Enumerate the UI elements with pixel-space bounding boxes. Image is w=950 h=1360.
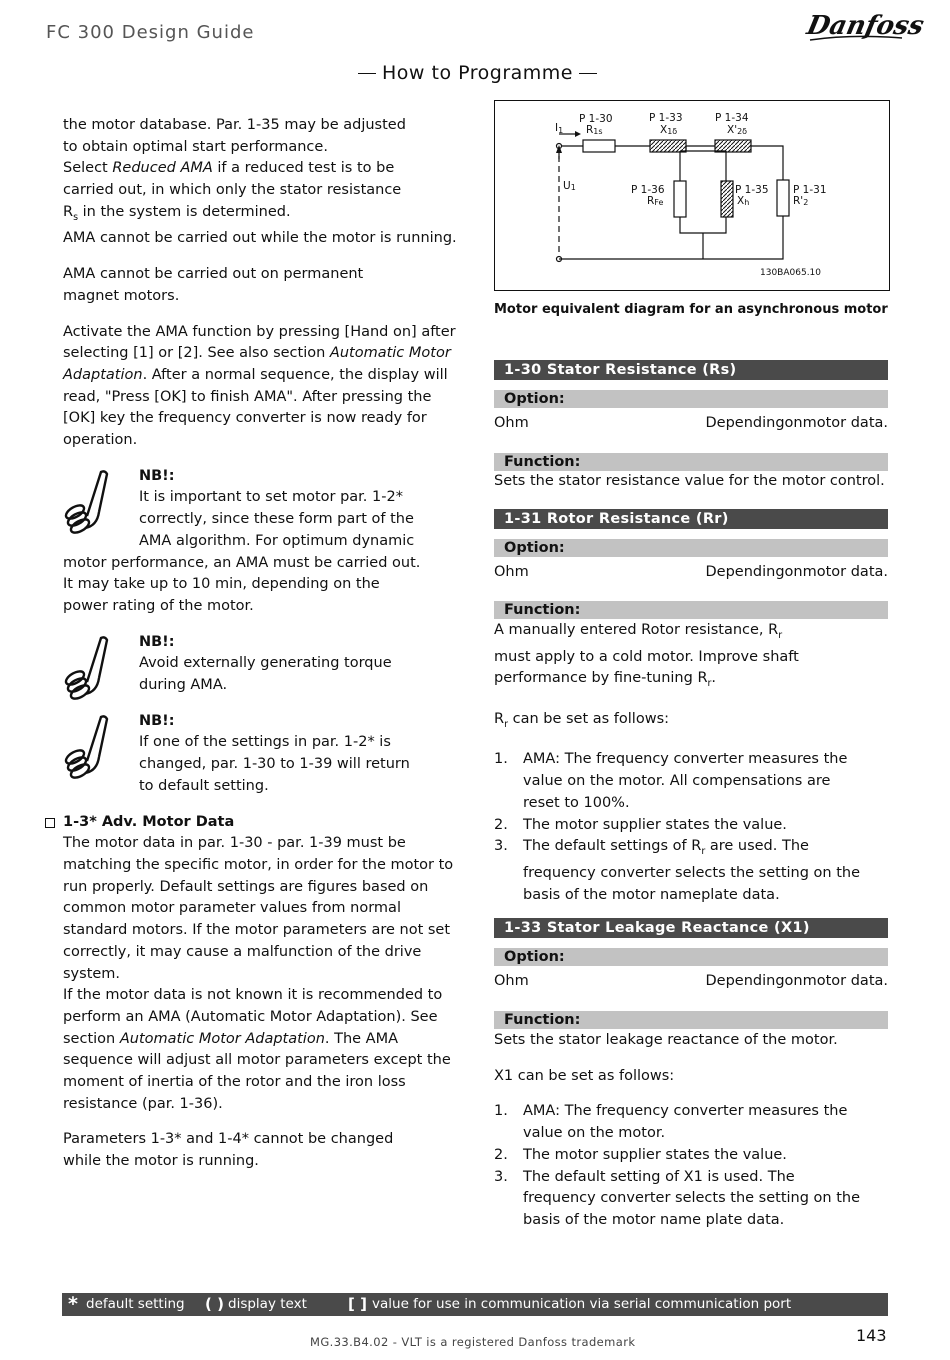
note-label: NB!: — [139, 467, 175, 484]
note-block-3 — [63, 711, 463, 798]
svg-text:RFe: RFe — [647, 195, 664, 207]
list-item: 3. The default settings of $R_r$ are used. The frequency converter selects the setting on the basis of the motor nameplate data. — [494, 838, 861, 903]
svg-text:P 1-35: P 1-35 — [735, 184, 769, 196]
svg-text:P 1-36: P 1-36 — [631, 184, 665, 196]
leakage-reactance-steps — [494, 1101, 864, 1231]
parameter-heading-1-30: 1-30 Stator Resistance (Rs) — [494, 360, 888, 380]
rotor-resistance-steps — [494, 749, 860, 906]
option-default: Dependingonmotor data. — [705, 415, 888, 431]
option-unit: Ohm — [494, 564, 529, 580]
paragraph-permanent-magnet: AMA cannot be carried out on permanent magnet motors. — [63, 266, 364, 304]
option-row — [494, 562, 888, 582]
title-dash-right — [579, 73, 597, 74]
paragraph-activate-ama: Activate the AMA function by pressing [Hand on] after selecting [1] or [2]. See also section Automatic Motor Adaptation. After a normal sequence, the display will read, "Press [OK] to finish AMA". After pressing the [OK] key the frequency converter is now ready for operation. — [63, 323, 456, 449]
section-heading-adv-motor-data: 1-3* Adv. Motor Data — [63, 812, 463, 834]
section-box-icon — [45, 818, 55, 828]
list-item: 2. The motor supplier states the value. — [494, 816, 787, 833]
paragraph-params-locked: Parameters 1-3* and 1-4* cannot be changed while the motor is running. — [63, 1131, 394, 1170]
svg-text:I1: I1 — [555, 122, 564, 135]
note-hand-icon — [63, 634, 111, 698]
svg-text:P 1-31: P 1-31 — [793, 184, 827, 196]
danfoss-logo — [802, 4, 927, 44]
paragraph-motor-data: The motor data in par. 1-30 - par. 1-39 must be matching the specific motor, in order for the motor to run properly. Default settings are figures based on common motor parameter values from normal standard motors. If the motor parameters are not set correctly, it may cause a malfunction of the drive system. — [63, 835, 454, 982]
svg-text:P 1-33: P 1-33 — [649, 112, 683, 124]
svg-text:Xh: Xh — [737, 195, 750, 207]
note-block-1 — [63, 466, 463, 618]
diagram-caption: Motor equivalent diagram for an asynchronous motor — [494, 302, 888, 317]
note-block-2 — [63, 632, 463, 697]
default-symbol: * — [68, 1293, 78, 1315]
svg-text:P 1-34: P 1-34 — [715, 112, 749, 124]
footer-note: MG.33.B4.02 - VLT is a registered Danfoss trademark — [310, 1335, 636, 1349]
left-column — [63, 115, 463, 1173]
option-default: Dependingonmotor data. — [705, 564, 888, 580]
paragraph-ama-recommend: If the motor data is not known it is recommended to perform an AMA (Automatic Motor Adaptation). See section Automatic Motor Adaptation. The AMA sequence will adjust all motor parameters except the moment of inertia of the rotor and the iron loss resistance (par. 1-36). — [63, 987, 451, 1112]
note-hand-icon — [63, 713, 111, 777]
comm-legend-text: value for use in communication via serial communication port — [372, 1296, 792, 1312]
function-text: Sets the stator leakage reactance of the motor. X1 can be set as follows: 1. AMA: The frequency converter measures the value on the motor. 2. The motor supplier states the value. 3. The default setting of X1 is used. The frequency converter selects the setting on the basis of the motor name plate data. — [494, 1030, 890, 1232]
svg-text:U1: U1 — [563, 180, 576, 192]
paragraph-intro: the motor database. Par. 1-35 may be adjusted to obtain optimal start performance. Select Reduced AMA if a reduced test is to be carried out, in which only the stator resistance $R_s$ in the system is determined. AMA cannot be carried out while the motor is running. — [63, 117, 457, 247]
note-label: NB!: — [139, 633, 175, 650]
option-label-bar: Option: — [494, 390, 888, 408]
parameter-heading-1-31: 1-31 Rotor Resistance (Rr) — [494, 509, 888, 529]
page-number: 143 — [856, 1326, 887, 1345]
svg-text:R1s: R1s — [586, 124, 603, 136]
option-row — [494, 413, 888, 433]
default-legend-text: default setting — [86, 1296, 185, 1312]
option-unit: Ohm — [494, 415, 529, 431]
function-label-bar: Function: — [494, 453, 888, 471]
note-label: NB!: — [139, 712, 175, 729]
document-title: FC 300 Design Guide — [46, 22, 255, 43]
option-label-bar: Option: — [494, 948, 888, 966]
motor-equivalent-diagram — [494, 100, 890, 291]
list-item: 3. The default setting of X1 is used. The frequency converter selects the setting on the basis of the motor name plate data. — [494, 1168, 861, 1228]
note-text: Avoid externally generating torque during AMA. — [139, 655, 392, 694]
legend-bar — [62, 1293, 888, 1316]
svg-text:130BA065.10: 130BA065.10 — [760, 268, 822, 278]
note-text: If one of the settings in par. 1-2* is changed, par. 1-30 to 1-39 will return to default setting. — [139, 734, 410, 794]
note-text: It is important to set motor par. 1-2* correctly, since these form part of the AMA algorithm. For optimum dynamic — [139, 489, 415, 549]
svg-text:Danfoss: Danfoss — [804, 10, 927, 41]
svg-text:X'2δ: X'2δ — [727, 124, 748, 136]
function-label-bar: Function: — [494, 1011, 888, 1029]
section-title: How to Programme — [340, 62, 615, 84]
list-item: 2. The motor supplier states the value. — [494, 1146, 787, 1163]
function-label-bar: Function: — [494, 601, 888, 619]
display-symbol: ( ) — [205, 1295, 224, 1313]
note-text-continued: motor performance, an AMA must be carried out. It may take up to 10 min, depending on the power rating of the motor. — [63, 554, 421, 614]
list-item: 1. AMA: The frequency converter measures the value on the motor. — [494, 1103, 848, 1142]
function-text: A manually entered Rotor resistance, $R_r$ must apply to a cold motor. Improve shaft performance by fine-tuning $R_r$. $R_r$ can be set as follows: 1. AMA: The frequency converter measures the value on the motor. All compensations are reset to 100%. 2. The motor supplier states the value. 3. The default settings of $R_r$ are used. The frequency converter selects the setting on the basis of the motor nameplate data. — [494, 620, 890, 906]
parameter-heading-1-33: 1-33 Stator Leakage Reactance (X1) — [494, 918, 888, 938]
list-item: 1. AMA: The frequency converter measures the value on the motor. All compensations are reset to 100%. — [494, 751, 848, 811]
note-hand-icon — [63, 468, 111, 532]
function-text: Sets the stator resistance value for the motor control. — [494, 473, 885, 489]
display-legend-text: display text — [228, 1296, 307, 1312]
svg-text:R'2: R'2 — [793, 195, 809, 207]
svg-text:P 1-30: P 1-30 — [579, 113, 613, 125]
svg-text:X1δ: X1δ — [660, 124, 678, 136]
option-default: Dependingonmotor data. — [705, 973, 888, 989]
option-unit: Ohm — [494, 973, 529, 989]
option-label-bar: Option: — [494, 539, 888, 557]
comm-symbol: [ ] — [348, 1295, 367, 1313]
option-row — [494, 971, 888, 991]
title-dash-left — [358, 73, 376, 74]
